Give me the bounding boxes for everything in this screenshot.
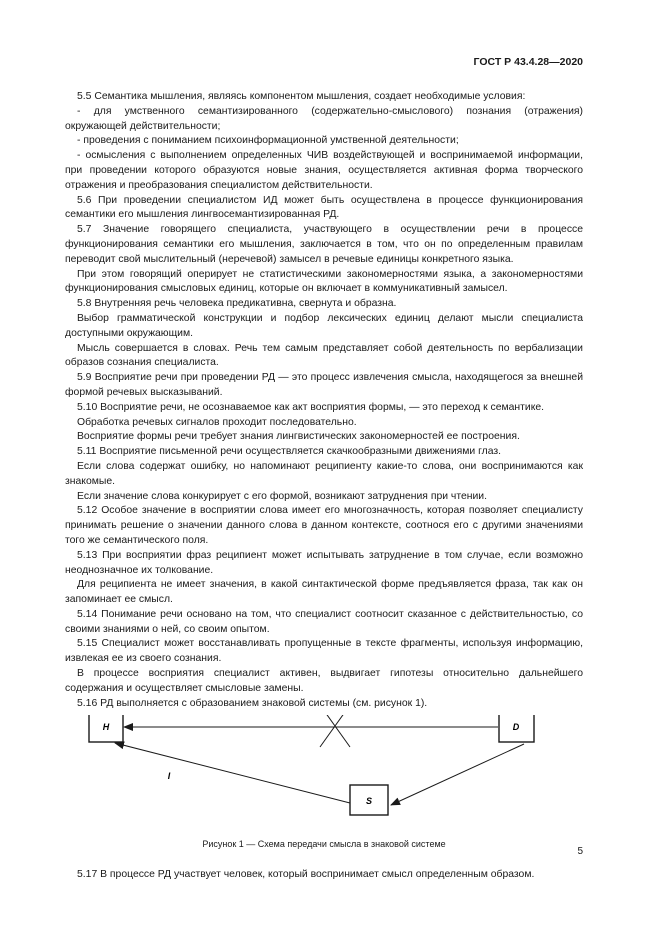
paragraph: - проведения с пониманием психоинформационной умственной деятельности; [77, 135, 459, 147]
paragraph: 5.15 Специалист может восстанавливать пропущенные в тексте фрагменты, используя информацию, извлекая ее из своего сознания. [65, 638, 583, 665]
sign-system-diagram [65, 715, 583, 833]
paragraph: 5.12 Особое значение в восприятии слова имеет его многозначность, которая позволяет специалисту принимать решение о значении данного слова в данном контексте, соотнося его с другими значениями того же семантического поля. [65, 505, 583, 546]
page-number: 5 [577, 846, 583, 857]
document-code: ГОСТ Р 43.4.28—2020 [473, 56, 583, 68]
paragraph: 5.11 Восприятие письменной речи осуществляется скачкообразными движениями глаз. [77, 446, 502, 458]
paragraph: 5.16 РД выполняется с образованием знаковой системы (см. рисунок 1). [77, 697, 428, 709]
arrow-s-to-h [115, 743, 350, 803]
label-d: D [512, 722, 520, 733]
paragraph: 5.10 Восприятие речи, не осознаваемое как акт восприятия формы, — это переход к семантике. [77, 401, 545, 413]
label-i: I [167, 771, 171, 782]
paragraph: Обработка речевых сигналов проходит последовательно. [77, 416, 357, 428]
paragraph: 5.9 Восприятие речи при проведении РД — это процесс извлечения смысла, находящегося за внешней формой речевых высказываний. [65, 372, 583, 398]
paragraph: 5.13 При восприятии фраз реципиент может испытывать затруднение в том случае, если возможно неоднозначное их толкование. [65, 549, 583, 576]
paragraph: Мысль совершается в словах. Речь тем самым представляет собой деятельность по вербализации образов сознания специалиста. [65, 342, 583, 369]
paragraph: Для реципиента не имеет значения, в какой синтактической форме предъявляется фраза, так как он запоминает ее смысл. [65, 579, 583, 606]
cross-mark-line [320, 715, 350, 747]
diagram-canvas [65, 715, 583, 833]
paragraph: Если слова содержат ошибку, но напоминают реципиенту какие-то слова, они воспринимаются как знакомые. [65, 460, 583, 487]
figure-caption: Рисунок 1 — Схема передачи смысла в знаковой системе [202, 839, 446, 850]
label-s: S [365, 796, 373, 807]
paragraph: - осмысления с выполнением определенных ЧИВ воздействующей и воспринимаемой информации, при проведении которого образуются новые знания, осуществляется активная форма творческого отражения и преобразования специалистом действительности. [65, 150, 583, 191]
paragraph: Выбор грамматической конструкции и подбор лексических единиц делают мысли специалиста доступными окружающим. [65, 312, 583, 339]
paragraph: 5.7 Значение говорящего специалиста, участвующего в осуществлении речи в процессе функционирования семантики его мышления, заключается в том, что он по определенным правилам переводит свой мыслительный (неречевой) замысел в речевые единицы конкретного языка. [65, 224, 583, 265]
paragraph: В процессе восприятия специалист активен, выдвигает гипотезы относительно дальнейшего содержания и осуществляет смысловые замены. [65, 668, 583, 694]
arrow-d-to-s [391, 744, 524, 805]
paragraph: 5.5 Семантика мышления, являясь компонентом мышления, создает необходимые условия: [77, 91, 526, 102]
paragraph: 5.8 Внутренняя речь человека предикативна, свернута и образна. [77, 298, 397, 310]
cross-mark-line [320, 715, 350, 747]
paragraph: 5.6 При проведении специалистом ИД может быть осуществлена в процессе функционирования семантики его мышления лингвосемантизированная РД. [65, 194, 583, 221]
label-h: H [102, 722, 110, 733]
paragraph: 5.17 В процессе РД участвует человек, который воспринимает смысл определенным образом. [77, 869, 535, 881]
paragraph: - для умственного семантизированного (содержательно-смыслового) познания (отражения) окружающей действительности; [65, 105, 583, 132]
paragraph: При этом говорящий оперирует не статистическими закономерностями языка, а закономерностями функционирования смысловых единиц, которые он включает в коммуникативный замысел. [65, 268, 583, 295]
paragraph: Если значение слова конкурирует с его формой, возникают затруднения при чтении. [77, 490, 487, 502]
paragraph: 5.14 Понимание речи основано на том, что специалист соотносит сказанное с действительностью, со своими знаниями о ней, со своим опытом. [65, 608, 583, 635]
page-content [65, 90, 583, 883]
paragraph: Восприятие формы речи требует знания лингвистических закономерностей ее построения. [77, 431, 520, 443]
